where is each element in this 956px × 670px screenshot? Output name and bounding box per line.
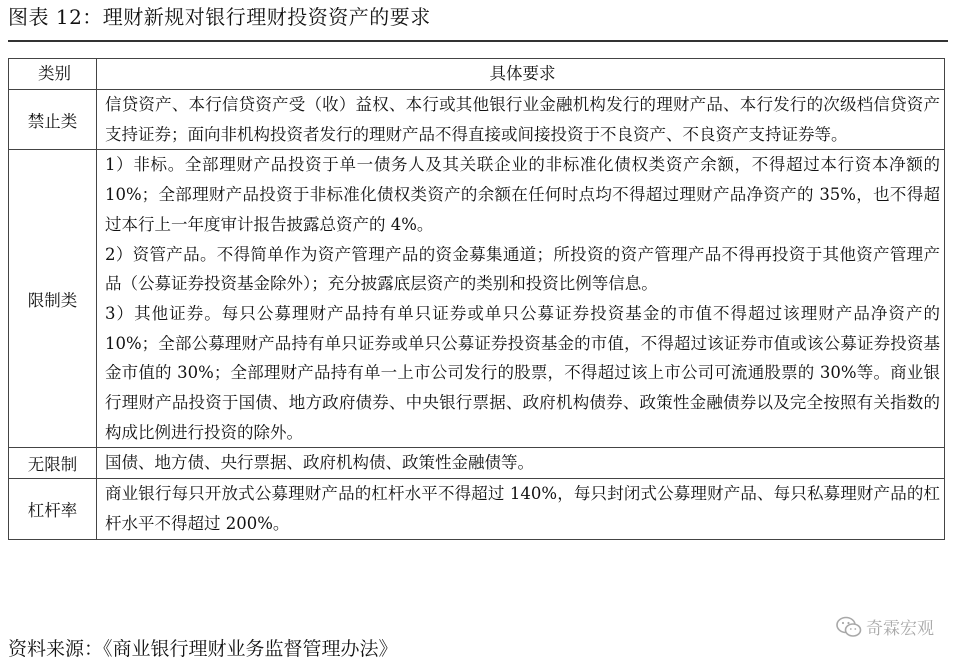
category-cell: 杠杆率 — [9, 479, 97, 539]
column-header-requirements: 具体要求 — [97, 59, 945, 90]
requirements-table — [8, 58, 945, 540]
requirement-cell — [97, 150, 945, 448]
column-header-category: 类别 — [9, 59, 97, 90]
requirement-text: 国债、地方债、央行票据、政府机构债、政策性金融债等。 — [105, 453, 534, 473]
table-row — [9, 90, 945, 150]
requirement-cell — [97, 479, 945, 539]
figure-title: 图表 12：理财新规对银行理财投资资产的要求 — [8, 5, 431, 29]
category-cell: 限制类 — [9, 150, 97, 448]
table-row — [9, 150, 945, 448]
requirement-text: 信贷资产、本行信贷资产受（收）益权、本行或其他银行业金融机构发行的理财产品、本行发行的次级档信贷资产支持证券；面向非机构投资者发行的理财产品不得直接或间接投资于不良资产、不良资产支持证券等。 — [105, 95, 940, 144]
table-row — [9, 448, 945, 479]
requirement-text: 3）其他证券。每只公募理财产品持有单只证券或单只公募证券投资基金的市值不得超过该理财产品净资产的 10%；全部公募理财产品持有单只证券或单只公募证券投资基金的市值，不得超过该证券市值或该公募证券投资基金市值的 30%；全部理财产品持有单一上市公司发行的股票，不得超过该上市公司可流通股票的 30%等。商业银行理财产品投资于国债、地方政府债券、中央银行票据、政府机构债券、政策性金融债券以及完全按照有关指数的构成比例进行投资的除外。 — [105, 303, 940, 442]
requirement-text: 1）非标。全部理财产品投资于单一债务人及其关联企业的非标准化债权类资产余额，不得超过本行资本净额的 10%；全部理财产品投资于非标准化债权类资产的余额在任何时点均不得超过理财产品净资产的 35%，也不得超过本行上一年度审计报告披露总资产的 4%。 — [105, 155, 940, 234]
table-header-row — [9, 59, 945, 90]
wechat-icon — [836, 616, 862, 638]
source-note: 资料来源：《商业银行理财业务监督管理办法》 — [8, 638, 398, 660]
category-cell: 禁止类 — [9, 90, 97, 150]
requirement-cell — [97, 448, 945, 479]
requirement-cell — [97, 90, 945, 150]
watermark-text: 奇霖宏观 — [866, 619, 934, 639]
requirement-text: 商业银行每只开放式公募理财产品的杠杆水平不得超过 140%，每只封闭式公募理财产品、每只私募理财产品的杠杆水平不得超过 200%。 — [105, 484, 940, 533]
table-row — [9, 479, 945, 539]
watermark — [836, 614, 934, 639]
title-divider — [8, 40, 948, 42]
requirement-text: 2）资管产品。不得简单作为资产管理产品的资金募集通道；所投资的资产管理产品不得再投资于其他资产管理产品（公募证券投资基金除外）；充分披露底层资产的类别和投资比例等信息。 — [105, 244, 940, 294]
category-cell: 无限制 — [9, 448, 97, 479]
